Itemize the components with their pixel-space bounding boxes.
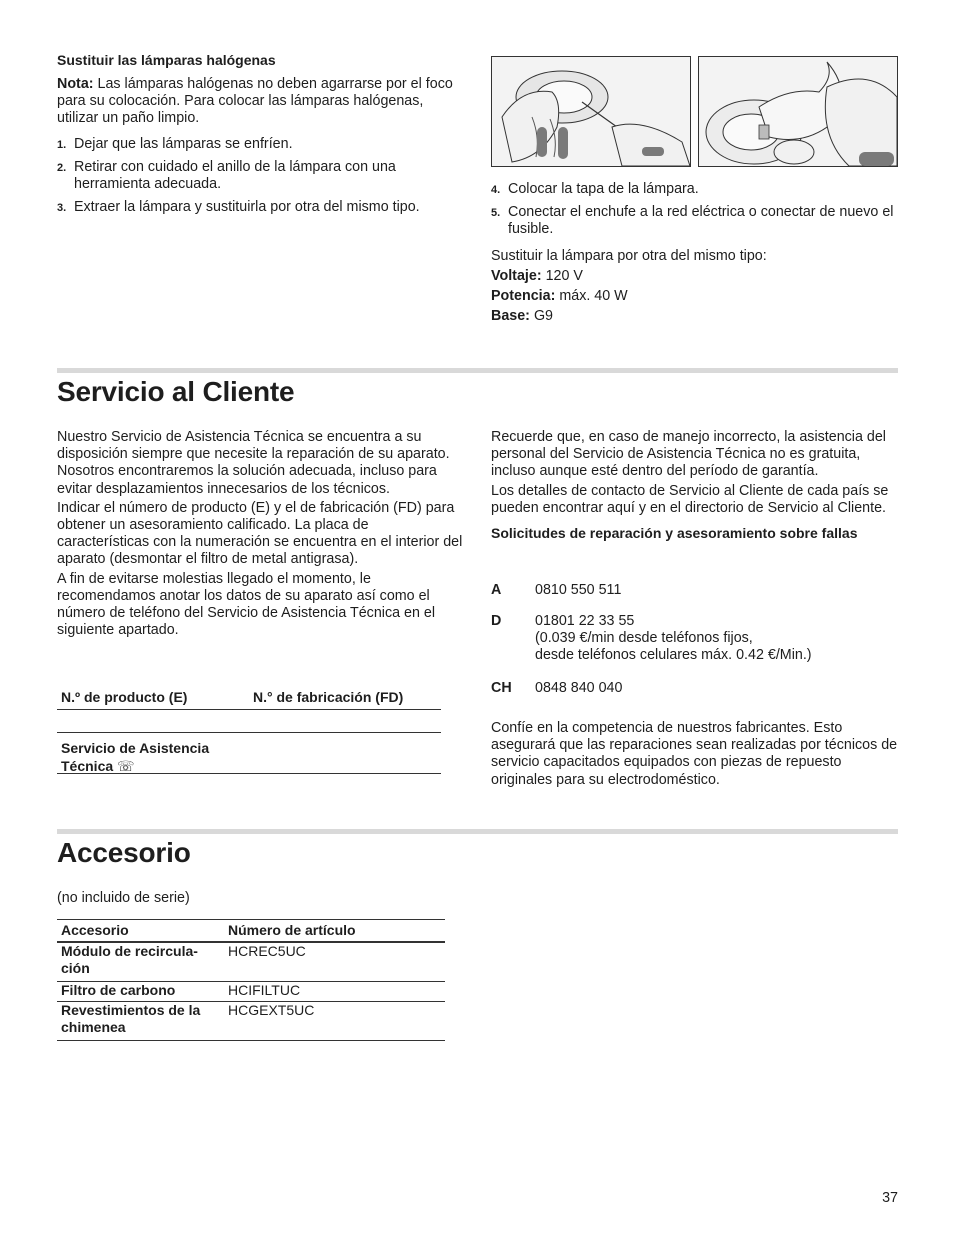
fd-number-label: N.° de fabricación (FD) — [253, 689, 404, 705]
note-label: Nota: — [57, 76, 94, 92]
service-paragraph: A fin de evitarse molestias llegado el momento, le recomendamos anotar los datos de su aparato así como el número de teléfono del Servicio de Asistencia Técnica en el siguiente apartado. — [57, 570, 436, 639]
device-data-form — [57, 689, 441, 774]
country-code: D — [491, 613, 502, 629]
step-item: 4. Colocar la tapa de la lámpara. — [491, 181, 699, 197]
phone-rate-mobile: desde teléfonos celulares máx. 0.42 €/Min.) — [535, 647, 812, 663]
step-item: 3. Extraer la lámpara y sustituirla por otra del mismo tipo. — [57, 199, 420, 216]
step-item: 5. Conectar el enchufe a la red eléctrica o conectar de nuevo el fusible. — [491, 204, 894, 238]
table-row — [57, 1002, 445, 1041]
service-right-text — [491, 429, 898, 541]
service-left-text — [57, 429, 463, 639]
halogen-note — [57, 76, 467, 128]
service-title: Servicio al Cliente — [57, 376, 295, 407]
country-code: CH — [491, 680, 512, 696]
article-number: HCREC5UC — [228, 943, 306, 959]
section-divider — [57, 368, 898, 373]
col-accessory: Accesorio — [61, 922, 129, 938]
service-paragraph: Recuerde que, en caso de manejo incorrecto, la asistencia del personal del Servicio de Asistencia Técnica no es gratuita, incluso aunque esté dentro del período de garantía. — [491, 429, 886, 480]
halogen-heading: Sustituir las lámparas halógenas — [57, 52, 276, 68]
halogen-right — [491, 181, 898, 325]
accessory-name: Revestimientos de la chimenea — [61, 1002, 201, 1035]
figure-insert-lamp — [698, 56, 898, 167]
accessories-subtitle: (no incluido de serie) — [57, 890, 190, 906]
article-number: HCGEXT5UC — [228, 1002, 315, 1018]
note-text: Las lámparas halógenas no deben agarrarse por el foco para su colocación. Para colocar las lámparas halógenas, utilizar un paño limpio. — [57, 76, 453, 127]
figure-remove-ring-illustration — [492, 57, 690, 166]
accessory-name: Módulo de recircula-ción — [61, 943, 198, 976]
halogen-steps-4-5 — [491, 181, 898, 239]
table-row — [57, 982, 445, 1002]
table-row — [57, 943, 445, 982]
replace-intro: Sustituir la lámpara por otra del mismo tipo: — [491, 247, 767, 264]
service-paragraph: Nuestro Servicio de Asistencia Técnica se encuentra a su disposición siempre que necesite la reparación de su aparato. Nosotros encontraremos la solución adecuada, incluso para evitar desplazamientos innecesarios de los técnicos. — [57, 429, 450, 497]
accessory-name: Filtro de carbono — [61, 982, 176, 998]
service-paragraph: Indicar el número de producto (E) y el de fabricación (FD) para obtener un asesoramiento calificado. La placa de características con la numeración se encuentra en el interior del aparato (desmontar el filtro de metal antigrasa). — [57, 499, 463, 568]
figure-insert-lamp-illustration — [699, 57, 897, 166]
figure-remove-ring — [491, 56, 691, 167]
accessories-table — [57, 919, 445, 1041]
halogen-section — [57, 52, 467, 216]
service-paragraph: Los detalles de contacto de Servicio al Cliente de cada país se pueden encontrar aquí y en el directorio de Servicio al Cliente. — [491, 482, 889, 516]
closing-paragraph: Confíe en la competencia de nuestros fabricantes. Esto asegurará que las reparaciones sean realizadas por técnicos de servicio capacitados equipados con piezas de repuesto originales para su electrodoméstico. — [491, 720, 898, 788]
service-closing — [491, 720, 898, 789]
phone-number: 0810 550 511 — [535, 582, 622, 598]
halogen-steps-1-3 — [57, 136, 467, 217]
form-header — [57, 689, 441, 710]
article-number: HCIFILTUC — [228, 982, 301, 998]
accessories-title: Accesorio — [57, 837, 191, 868]
accessories-header — [57, 920, 445, 943]
phone-rate: (0.039 €/min desde teléfonos fijos, — [535, 630, 753, 646]
step-item: 1. Dejar que las lámparas se enfríen. — [57, 135, 293, 152]
spec-voltage: Voltaje: 120 V — [491, 267, 583, 284]
product-number-label: N.º de producto (E) — [61, 689, 188, 705]
contacts-heading: Solicitudes de reparación y asesoramiento sobre fallas — [491, 525, 858, 542]
phone-number: 0848 840 040 — [535, 680, 623, 696]
section-divider — [57, 829, 898, 834]
phone-icon: ☏ — [117, 758, 135, 774]
form-entry-row[interactable] — [57, 710, 441, 733]
col-article-number: Número de artículo — [228, 922, 356, 938]
spec-base: Base: G9 — [491, 308, 554, 325]
step-item: 2. Retirar con cuidado el anillo de la lámpara con una herramienta adecuada. — [57, 158, 396, 193]
service-phone-label: Servicio de Asistencia Técnica — [61, 740, 210, 774]
service-phone-row[interactable] — [57, 733, 441, 774]
country-code: A — [491, 582, 502, 598]
spec-power: Potencia: máx. 40 W — [491, 288, 628, 305]
page-number: 37 — [882, 1190, 898, 1206]
phone-number: 01801 22 33 55 — [535, 613, 635, 629]
